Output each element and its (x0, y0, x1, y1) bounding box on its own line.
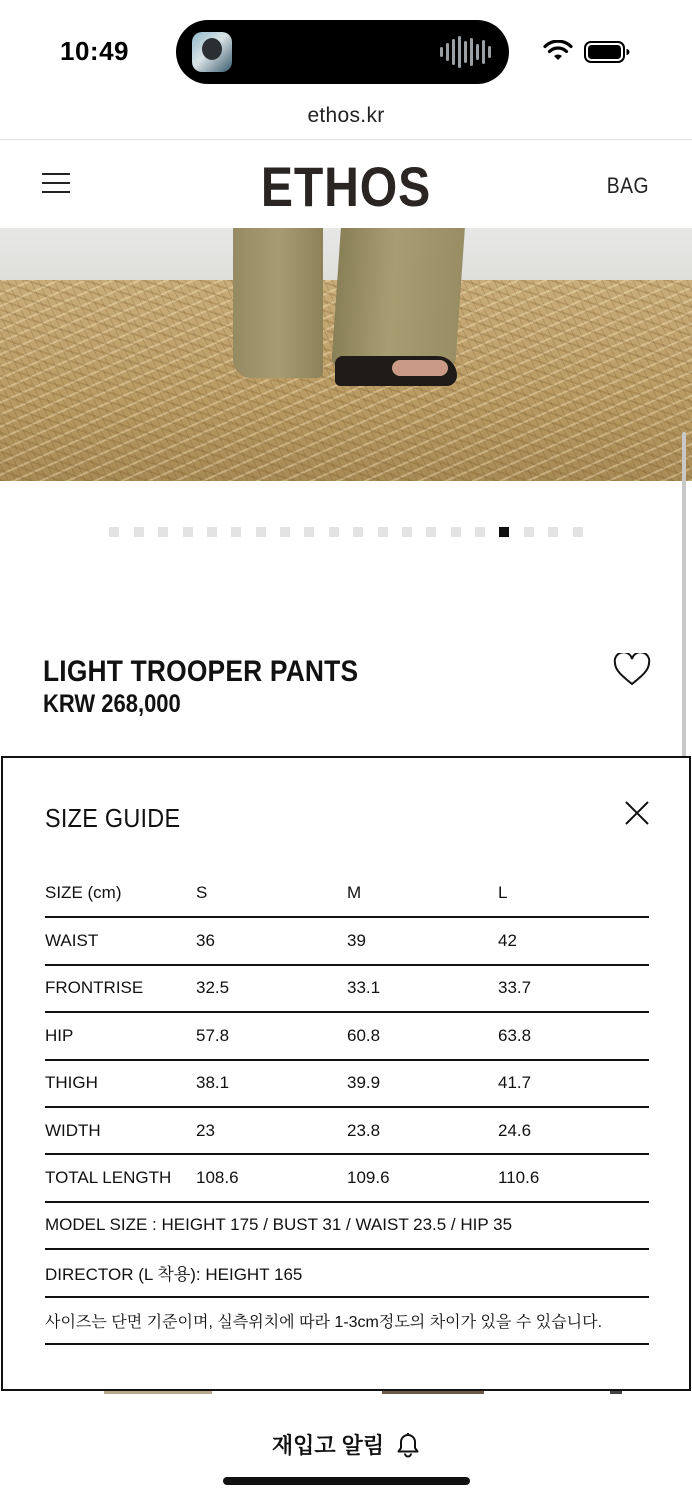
bag-link[interactable]: BAG (606, 173, 649, 198)
size-guide-title: SIZE GUIDE (45, 803, 181, 833)
gallery-dot[interactable] (475, 527, 485, 537)
gallery-pagination (0, 527, 692, 537)
table-row (45, 917, 649, 964)
table-cell: 23 (196, 1107, 347, 1154)
table-cell: 109.6 (347, 1154, 498, 1201)
table-cell: 57.8 (196, 1012, 347, 1059)
size-table (45, 870, 649, 1345)
table-cell: 23.8 (347, 1107, 498, 1154)
table-cell: 36 (196, 917, 347, 964)
size-table-header (45, 870, 649, 917)
table-cell: 42 (498, 917, 649, 964)
gallery-dot[interactable] (378, 527, 388, 537)
row-label: TOTAL LENGTH (45, 1154, 196, 1201)
note-text: MODEL SIZE : HEIGHT 175 / BUST 31 / WAIST 23.5 / HIP 35 (45, 1202, 649, 1249)
table-row (45, 1060, 649, 1107)
table-row (45, 965, 649, 1012)
gallery-dot[interactable] (134, 527, 144, 537)
gallery-dot[interactable] (402, 527, 412, 537)
restock-label: 재입고 알림 (271, 1433, 385, 1458)
audio-waveform-icon (440, 36, 491, 68)
gallery-dot[interactable] (548, 527, 558, 537)
browser-url-bar[interactable] (0, 96, 692, 140)
note-text: 사이즈는 단면 기준이며, 실측위치에 따라 1-3cm정도의 차이가 있을 수 있습니다. (45, 1297, 649, 1344)
gallery-dot[interactable] (304, 527, 314, 537)
table-row (45, 1107, 649, 1154)
product-name: LIGHT TROOPER PANTS (43, 655, 359, 688)
director-size-note (45, 1249, 649, 1296)
table-cell: 24.6 (498, 1107, 649, 1154)
table-cell: 63.8 (498, 1012, 649, 1059)
table-cell: 33.7 (498, 965, 649, 1012)
wifi-icon (543, 40, 573, 62)
product-image[interactable] (0, 228, 692, 481)
table-cell: 39.9 (347, 1060, 498, 1107)
table-row (45, 1154, 649, 1201)
table-cell: 60.8 (347, 1012, 498, 1059)
column-header: L (498, 870, 649, 917)
bell-icon (396, 1432, 420, 1458)
table-cell: 33.1 (347, 965, 498, 1012)
url-text[interactable]: ethos.kr (307, 104, 385, 127)
close-icon[interactable] (624, 800, 650, 826)
table-cell: 38.1 (196, 1060, 347, 1107)
model-size-note (45, 1202, 649, 1249)
gallery-dot[interactable] (573, 527, 583, 537)
wishlist-heart-icon[interactable] (613, 653, 651, 687)
site-logo[interactable]: ETHOS (260, 155, 432, 218)
row-label: HIP (45, 1012, 196, 1059)
gallery-dot[interactable] (207, 527, 217, 537)
gallery-dot[interactable] (256, 527, 266, 537)
table-cell: 108.6 (196, 1154, 347, 1201)
gallery-dot[interactable] (329, 527, 339, 537)
gallery-dot[interactable] (353, 527, 363, 537)
gallery-dot[interactable] (524, 527, 534, 537)
table-row (45, 1012, 649, 1059)
status-time: 10:49 (60, 36, 129, 66)
restock-bar (0, 1395, 692, 1500)
table-cell: 32.5 (196, 965, 347, 1012)
note-text: DIRECTOR (L 착용): HEIGHT 165 (45, 1249, 649, 1296)
status-bar (0, 0, 692, 96)
site-header (0, 140, 692, 228)
column-header: SIZE (cm) (45, 870, 196, 917)
row-label: FRONTRISE (45, 965, 196, 1012)
row-label: WIDTH (45, 1107, 196, 1154)
gallery-dot[interactable] (158, 527, 168, 537)
battery-icon (584, 41, 630, 63)
row-label: THIGH (45, 1060, 196, 1107)
column-header: M (347, 870, 498, 917)
table-cell: 39 (347, 917, 498, 964)
dynamic-island[interactable] (176, 20, 509, 84)
gallery-dot[interactable] (451, 527, 461, 537)
table-cell: 41.7 (498, 1060, 649, 1107)
measurement-disclaimer (45, 1297, 649, 1344)
row-label: WAIST (45, 917, 196, 964)
column-header: S (196, 870, 347, 917)
gallery-dot[interactable] (280, 527, 290, 537)
gallery-dot[interactable] (231, 527, 241, 537)
gallery-dot-active[interactable] (499, 527, 509, 537)
now-playing-app-icon[interactable] (192, 32, 232, 72)
gallery-dot[interactable] (183, 527, 193, 537)
gallery-dot[interactable] (426, 527, 436, 537)
product-price: KRW 268,000 (43, 690, 181, 718)
size-guide-modal (1, 756, 691, 1391)
home-indicator[interactable] (223, 1477, 470, 1485)
restock-alert-button[interactable] (0, 1429, 692, 1460)
gallery-dot[interactable] (109, 527, 119, 537)
table-cell: 110.6 (498, 1154, 649, 1201)
